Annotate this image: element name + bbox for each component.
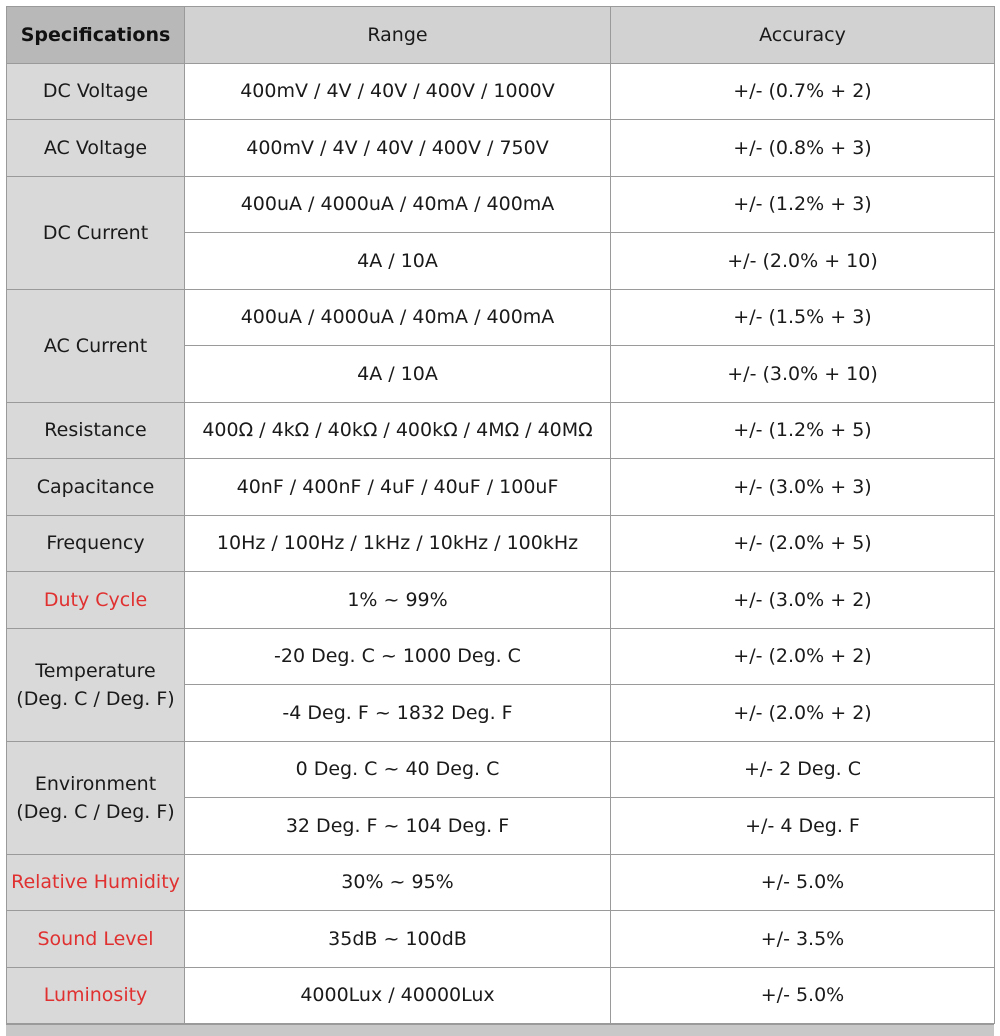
range-cell: 400uA / 4000uA / 40mA / 400mA <box>185 176 611 233</box>
range-cell: 4A / 10A <box>185 346 611 403</box>
table-row <box>7 402 995 459</box>
accuracy-cell: +/- (0.7% + 2) <box>611 63 995 120</box>
table-row <box>7 911 995 968</box>
table-row <box>7 176 995 233</box>
range-cell: 400mV / 4V / 40V / 400V / 1000V <box>185 63 611 120</box>
table-row <box>7 120 995 177</box>
header-range: Range <box>185 7 611 64</box>
accuracy-cell: +/- 3.5% <box>611 911 995 968</box>
table-row <box>7 289 995 346</box>
header-accuracy: Accuracy <box>611 7 995 64</box>
row-label: AC Current <box>7 289 185 402</box>
row-label: Resistance <box>7 402 185 459</box>
accuracy-cell: +/- (1.5% + 3) <box>611 289 995 346</box>
table-row <box>7 741 995 798</box>
accuracy-cell: +/- (2.0% + 10) <box>611 233 995 290</box>
row-label: Capacitance <box>7 459 185 516</box>
accuracy-cell: +/- 5.0% <box>611 967 995 1024</box>
range-cell: 1% ~ 99% <box>185 572 611 629</box>
range-cell: 0 Deg. C ~ 40 Deg. C <box>185 741 611 798</box>
range-cell: -20 Deg. C ~ 1000 Deg. C <box>185 628 611 685</box>
row-label: DC Voltage <box>7 63 185 120</box>
row-label: Sound Level <box>7 911 185 968</box>
accuracy-cell: +/- 2 Deg. C <box>611 741 995 798</box>
row-label-sub: (Deg. C / Deg. F) <box>16 800 175 823</box>
table-row <box>7 63 995 120</box>
accuracy-cell: +/- (3.0% + 10) <box>611 346 995 403</box>
range-cell: 32 Deg. F ~ 104 Deg. F <box>185 798 611 855</box>
range-cell: 10Hz / 100Hz / 1kHz / 10kHz / 100kHz <box>185 515 611 572</box>
accuracy-cell: +/- (3.0% + 2) <box>611 572 995 629</box>
accuracy-cell: +/- 5.0% <box>611 854 995 911</box>
range-cell: 4A / 10A <box>185 233 611 290</box>
accuracy-cell: +/- (3.0% + 3) <box>611 459 995 516</box>
row-label: DC Current <box>7 176 185 289</box>
row-label: AC Voltage <box>7 120 185 177</box>
table-row <box>7 459 995 516</box>
range-cell: 35dB ~ 100dB <box>185 911 611 968</box>
header-specifications: Specifications <box>7 7 185 64</box>
accuracy-cell: +/- (2.0% + 5) <box>611 515 995 572</box>
range-cell: 400mV / 4V / 40V / 400V / 750V <box>185 120 611 177</box>
row-label <box>7 628 185 741</box>
range-cell: 30% ~ 95% <box>185 854 611 911</box>
row-label: Frequency <box>7 515 185 572</box>
accuracy-cell: +/- (2.0% + 2) <box>611 628 995 685</box>
row-label: Relative Humidity <box>7 854 185 911</box>
table-row <box>7 854 995 911</box>
accuracy-cell: +/- (0.8% + 3) <box>611 120 995 177</box>
accuracy-cell: +/- (1.2% + 3) <box>611 176 995 233</box>
row-label-main: Environment <box>34 772 157 795</box>
specifications-table <box>6 6 995 1024</box>
range-cell: 400uA / 4000uA / 40mA / 400mA <box>185 289 611 346</box>
table-row <box>7 572 995 629</box>
table-row <box>7 967 995 1024</box>
accuracy-cell: +/- 4 Deg. F <box>611 798 995 855</box>
accuracy-cell: +/- (2.0% + 2) <box>611 685 995 742</box>
row-label: Duty Cycle <box>7 572 185 629</box>
row-label-main: Temperature <box>35 659 156 682</box>
range-cell: 40nF / 400nF / 4uF / 40uF / 100uF <box>185 459 611 516</box>
row-label: Luminosity <box>7 967 185 1024</box>
header-row <box>7 7 995 64</box>
table-footer-strip <box>6 1024 994 1036</box>
table-row <box>7 515 995 572</box>
table-row <box>7 628 995 685</box>
range-cell: -4 Deg. F ~ 1832 Deg. F <box>185 685 611 742</box>
range-cell: 4000Lux / 40000Lux <box>185 967 611 1024</box>
row-label-sub: (Deg. C / Deg. F) <box>16 687 175 710</box>
range-cell: 400Ω / 4kΩ / 40kΩ / 400kΩ / 4MΩ / 40MΩ <box>185 402 611 459</box>
row-label <box>7 741 185 854</box>
accuracy-cell: +/- (1.2% + 5) <box>611 402 995 459</box>
